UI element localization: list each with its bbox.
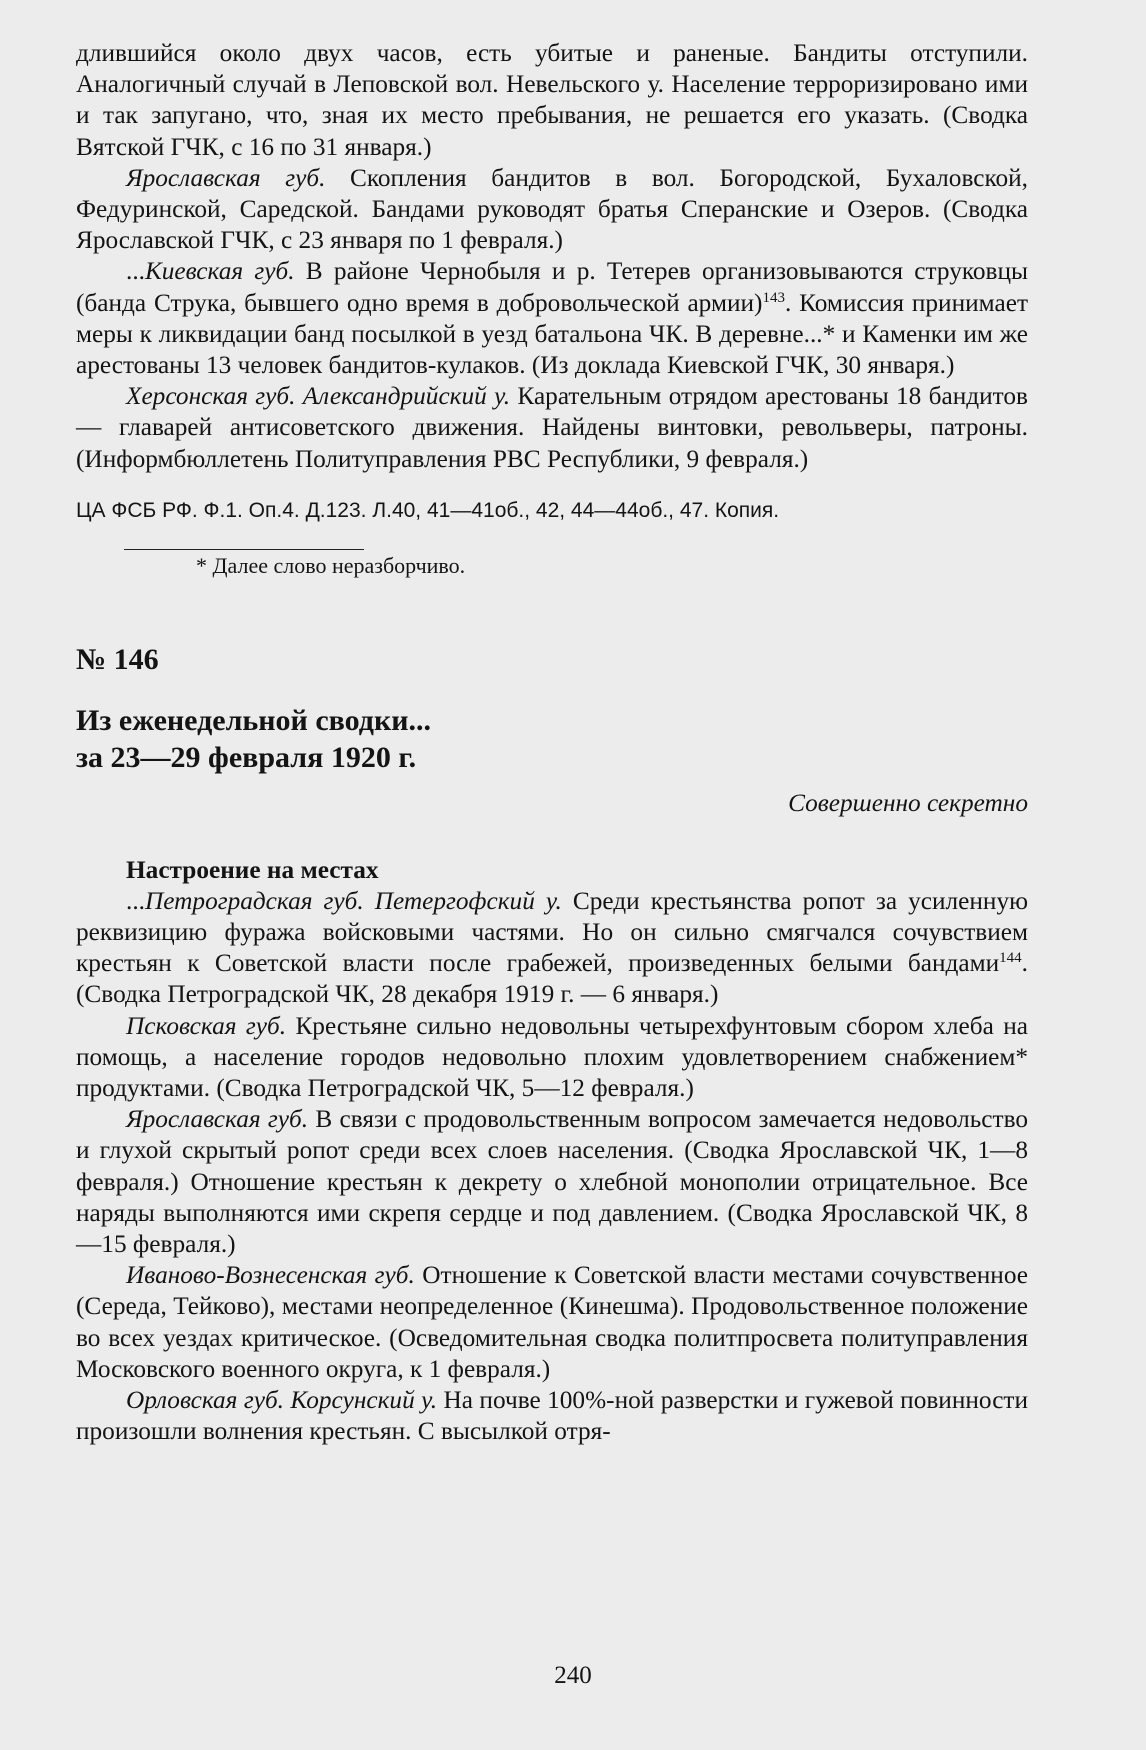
paragraph-orel: Орловская губ. Корсунский у. На почве 100%-ной разверстки и гужевой повинности произошли волнения крестьян. С высылкой отря- [76,1386,1029,1446]
place-name: Орловская губ. Корсунский у. [126,1386,438,1415]
place-name: Киевская губ. [144,257,295,286]
place-name: Иваново-Вознесенская губ. [126,1261,415,1290]
place-name: Петроградская губ. Петергофский у. [144,886,562,915]
paragraph-continuation: длившийся около двух часов, есть убитые и раненые. Бандиты отступили. Аналогичный случай в Леповской вол. Невельского у. Население терроризировано ими и так запугано, что, зная их место пребывания, не решается его указать. (Сводка Вятской ГЧК, с 16 по 31 января.) [76,39,1028,161]
document-number: № 146 [76,642,159,676]
paragraph-kiev: ...Киевская губ. В районе Чернобыля и р. Тетерев организовываются струковцы (банда Струка, бывшего одно время в добровольческой армии)$^{143}$. Комиссия принимает меры к ликвидации банд посылкой в уезд батальона ЧК. В деревне...* и Каменки им же арестованы 13 человек бандитов-кулаков. (Из доклада Киевской ГЧК, 30 января.) [76,257,1028,380]
page-number: 240 [554,1662,592,1689]
paragraph-kherson: Херсонская губ. Александрийский у. Карательным отрядом арестованы 18 бандитов — главарей антисоветского движения. Найдены винтовки, револьверы, патроны. (Информбюллетень Политуправления РВС Республики, 9 февраля.) [76,382,1029,473]
section-heading: Настроение на местах [126,855,379,884]
paragraph-ivanovo: Иваново-Вознесенская губ. Отношение к Советской власти местами сочувственное (Середа, Тейково), местами неопределенное (Кинешма). Продовольственное положение во всех уездах критическое. (Осведомительная сводка политпросвета политуправления Московского военного округа, к 1 февраля.) [76,1261,1028,1383]
paragraph-yaroslavl-1: Ярославская губ. Скопления бандитов в вол. Богородской, Бухаловской, Федуринской, Саредской. Бандами руководят братья Сперанские и Озеров. (Сводка Ярославской ГЧК, с 23 января по 1 февраля.) [76,163,1028,255]
place-name: Ярославская губ. [126,1105,309,1134]
place-name: Ярославская губ. [126,163,326,192]
footnote: * Далее слово неразборчиво. [196,552,466,578]
paragraph-petrograd: ...Петроградская губ. Петергофский у. Среди крестьянства ропот за усиленную реквизицию фуража войсковыми частями. Но он сильно смягчался сочувствием крестьян к Советской власти после грабежей, произведенных белыми бандами$^{144}$. (Сводка Петроградской ЧК, 28 декабря 1919 г. — 6 января.) [76,886,1029,1009]
endnote-ref-143: 143 [762,289,785,306]
footnote-divider [124,549,364,550]
archive-source: ЦА ФСБ РФ. Ф.1. Оп.4. Д.123. Л.40, 41—41об., 42, 44—44об., 47. Копия. [76,498,780,522]
paragraph-yaroslavl-2: Ярославская губ. В связи с продовольственным вопросом замечается недовольство и глухой скрытый ропот среди всех слоев населения. (Сводка Ярославской ЧК, 1—8 февраля.) Отношение крестьян к декрету о хлебной монополии отрицательное. Все наряды выполняются ими скрепя сердце и под давлением. (Сводка Ярославской ЧК, 8—15 февраля.) [76,1105,1028,1259]
document-title: Из еженедельной сводки... за 23—29 февраля 1920 г. [76,703,432,774]
paragraph-pskov: Псковская губ. Крестьяне сильно недовольны четырехфунтовым сбором хлеба на помощь, а население городов недовольно плохим удовлетворением снабжением* продуктами. (Сводка Петроградской ЧК, 5—12 февраля.) [76,1011,1028,1103]
place-name: Херсонская губ. Александрийский у. [126,382,511,411]
classification-label: Совершенно секретно [788,788,1028,817]
endnote-ref-144: 144 [999,950,1022,967]
place-name: Псковская губ. [126,1011,287,1040]
